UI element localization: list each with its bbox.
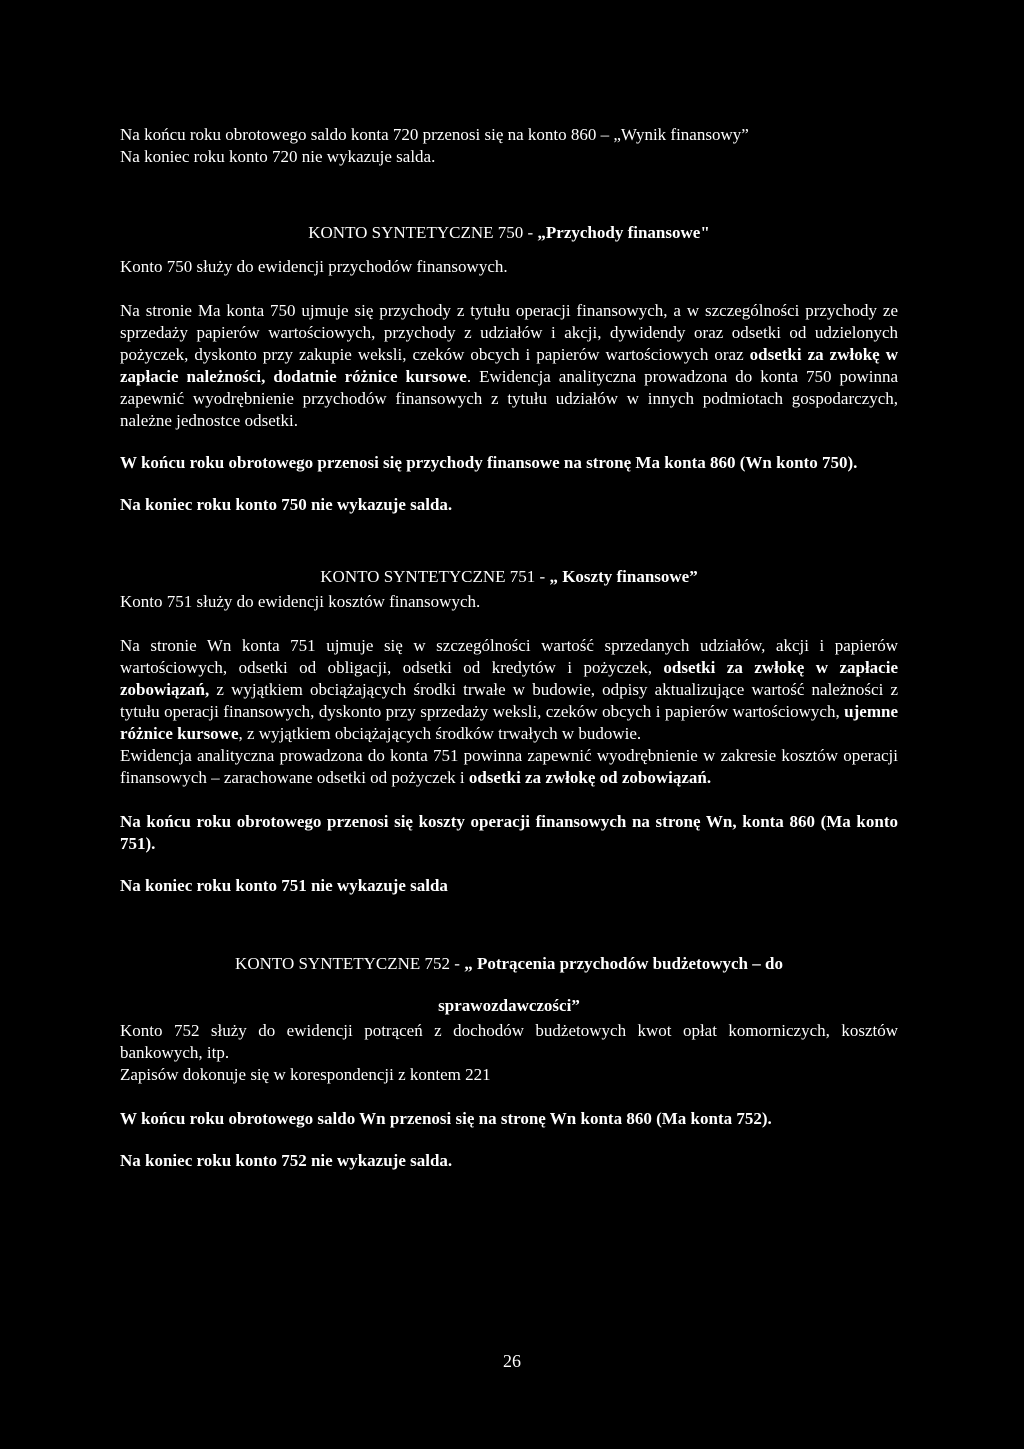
konto-751-description: Konto 751 służy do ewidencji kosztów finansowych. (120, 592, 481, 611)
konto-751-heading-title: „ Koszty finansowe” (549, 567, 698, 586)
konto-751-para2-bold: odsetki za zwłokę od zobowiązań. (468, 768, 712, 787)
konto-751-paragraph (120, 635, 898, 745)
konto-752-closing: W końcu roku obrotowego saldo Wn przenosi się na stronę Wn konta 860 (Ma konta 752). (120, 1109, 772, 1128)
konto-750-paragraph (120, 300, 898, 432)
konto-751-para-bold1: odsetki za zwłokę w zapłacie zobowiązań, (120, 658, 898, 699)
konto-751-closing: Na końcu roku obrotowego przenosi się koszty operacji finansowych na stronę Wn, konta 860 (Ma konto 751). (120, 812, 898, 853)
konto-751-no-balance: Na koniec roku konto 751 nie wykazuje salda (120, 876, 448, 895)
konto-751-para-bold2: ujemne różnice kursowe (120, 702, 898, 743)
konto-750-para-bold: odsetki za zwłokę w zapłacie należności, dodatnie różnice kursowe (120, 345, 898, 386)
konto-750-heading-title: „Przychody finansowe" (537, 223, 710, 242)
konto-750-description: Konto 750 służy do ewidencji przychodów finansowych. (120, 257, 508, 276)
konto-751-para-part1: Na stronie Wn konta 751 ujmuje się w szczególności wartość sprzedanych udziałów, akcji i papierów wartościowych, odsetki od obligacji, odsetki od kredytów i pożyczek, (120, 636, 898, 677)
document-page (120, 124, 898, 1172)
konto-751-para2-part1: Ewidencja analityczna prowadzona do konta 751 powinna zapewnić wyodrębnienie w zakresie kosztów operacji finansowych – zarachowane odsetki od pożyczek i (120, 746, 898, 787)
konto-752-heading (120, 953, 898, 975)
konto-752-description-2: Zapisów dokonuje się w korespondencji z kontem 221 (120, 1065, 491, 1084)
konto-750-heading-prefix: KONTO SYNTETYCZNE 750 - (308, 223, 538, 242)
konto-751-heading-prefix: KONTO SYNTETYCZNE 751 - (320, 567, 550, 586)
konto-751-paragraph-2 (120, 745, 898, 789)
konto-752-description: Konto 752 służy do ewidencji potrąceń z dochodów budżetowych kwot opłat komorniczych, kosztów bankowych, itp. (120, 1021, 898, 1062)
konto-752-heading-line2: sprawozdawczości” (438, 996, 580, 1015)
intro-line-1: Na końcu roku obrotowego saldo konta 720 przenosi się na konto 860 – „Wynik finansowy” (120, 125, 749, 144)
page-number: 26 (503, 1351, 521, 1371)
konto-752-heading-title: „ Potrącenia przychodów budżetowych – do (464, 954, 783, 973)
konto-751-para-part2: z wyjątkiem obciążających środki trwałe w budowie, odpisy aktualizujące wartość należności z tytułu operacji finansowych, dyskonto przy sprzedaży weksli, czeków obcych i papierów wartościowych, (120, 680, 898, 721)
konto-750-heading (120, 222, 898, 244)
konto-750-para-part2: . Ewidencja analityczna prowadzona do konta 750 powinna zapewnić wyodrębnienie przychodów finansowych z tytułu udziałów w innych podmiotach gospodarczych, należne jednostce odsetki. (120, 367, 898, 430)
konto-752-heading-prefix: KONTO SYNTETYCZNE 752 - (235, 954, 465, 973)
konto-750-no-balance: Na koniec roku konto 750 nie wykazuje salda. (120, 495, 453, 514)
intro-line-2: Na koniec roku konto 720 nie wykazuje salda. (120, 147, 436, 166)
konto-751-heading (120, 566, 898, 588)
konto-751-para-part3: , z wyjątkiem obciążających środków trwałych w budowie. (238, 724, 642, 743)
konto-750-para-part1: Na stronie Ma konta 750 ujmuje się przychody z tytułu operacji finansowych, a w szczególności przychody ze sprzedaży papierów wartościowych, przychody z udziałów i akcji, dywidendy oraz odsetki od udzielonych pożyczek, dyskonto przy zakupie weksli, czeków obcych i papierów wartościowych oraz (120, 301, 898, 364)
konto-750-closing: W końcu roku obrotowego przenosi się przychody finansowe na stronę Ma konta 860 (Wn konto 750). (120, 453, 858, 472)
konto-752-no-balance: Na koniec roku konto 752 nie wykazuje salda. (120, 1151, 453, 1170)
